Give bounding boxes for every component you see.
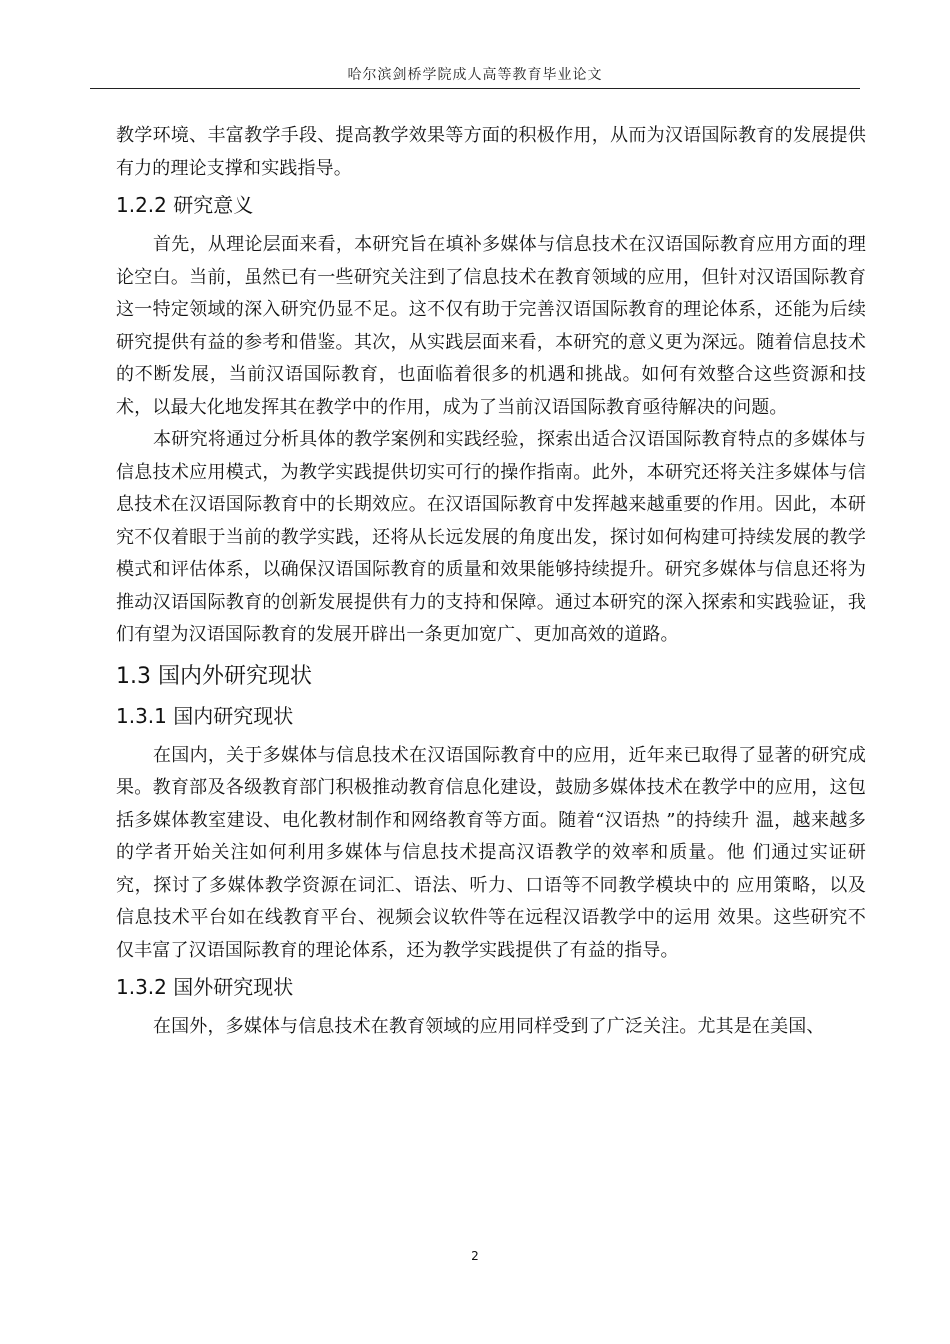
paragraph-significance-1: 首先，从理论层面来看，本研究旨在填补多媒体与信息技术在汉语国际教育应用方面的理论空白。当前，虽然已有一些研究关注到了信息技术在教育领域的应用，但针对汉语国际教育这一特定领域的深入研究仍显不足。这不仅有助于完善汉语国际教育的理论体系，还能为后续研究提供有益的参考和借鉴。其次，从实践层面来看，本研究的意义更为深远。随着信息技术的不断发展，当前汉语国际教育，也面临着很多的机遇和挑战。如何有效整合这些资源和技术，以最大化地发挥其在教学中的作用，成为了当前汉语国际教育亟待解决的问题。 <box>116 234 866 418</box>
heading-1-3-1: 1.3.1 国内研究现状 <box>116 703 294 728</box>
heading-1-3-2: 1.3.2 国外研究现状 <box>116 975 294 999</box>
running-header: 哈尔滨剑桥学院成人高等教育毕业论文 <box>347 67 603 83</box>
paragraph-intro-continuation: 教学环境、丰富教学手段、提高教学效果等方面的积极作用，从而为汉语国际教育的发展提供有力的理论支撑和实践指导。 <box>116 125 866 179</box>
paragraph-significance-2: 本研究将通过分析具体的教学案例和实践经验，探索出适合汉语国际教育特点的多媒体与信息技术应用模式，为教学实践提供切实可行的操作指南。此外，本研究还将关注多媒体与信息技术在汉语国际教育中的长期效应。在汉语国际教育中发挥越来越重要的作用。因此，本研究不仅着眼于当前的教学实践，还将从长远发展的角度出发，探讨如何构建可持续发展的教学模式和评估体系，以确保汉语国际教育的质量和效果能够持续提升。研究多媒体与信息还将为推动汉语国际教育的创新发展提供有力的支持和保障。通过本研究的深入探索和实践验证，我们有望为汉语国际教育的发展开辟出一条更加宽广、更加高效的道路。 <box>116 429 866 645</box>
page-body <box>116 120 866 1044</box>
heading-1-3: 1.3 国内外研究现状 <box>116 663 312 689</box>
paragraph-foreign-research: 在国外，多媒体与信息技术在教育领域的应用同样受到了广泛关注。尤其是在美国、 <box>153 1016 825 1037</box>
header-divider <box>90 88 860 89</box>
page-number: 2 <box>471 1249 479 1263</box>
heading-1-2-2: 1.2.2 研究意义 <box>116 193 254 217</box>
paragraph-domestic-research: 在国内，关于多媒体与信息技术在汉语国际教育中的应用，近年来已取得了显著的研究成果。教育部及各级教育部门积极推动教育信息化建设，鼓励多媒体技术在教学中的应用，这包括多媒体教室建设、电化教材制作和网络教育等方面。随着“汉语热 ”的持续升 温，越来越多的学者开始关注如何利用多媒体与信息技术提高汉语教学的效率和质量。他 们通过实证研究，探讨了多媒体教学资源在词汇、语法、听力、口语等不同教学模块中的 应用策略，以及信息技术平台如在线教育平台、视频会议软件等在远程汉语教学中的运用 效果。这些研究不仅丰富了汉语国际教育的理论体系，还为教学实践提供了有益的指导。 <box>116 744 866 961</box>
